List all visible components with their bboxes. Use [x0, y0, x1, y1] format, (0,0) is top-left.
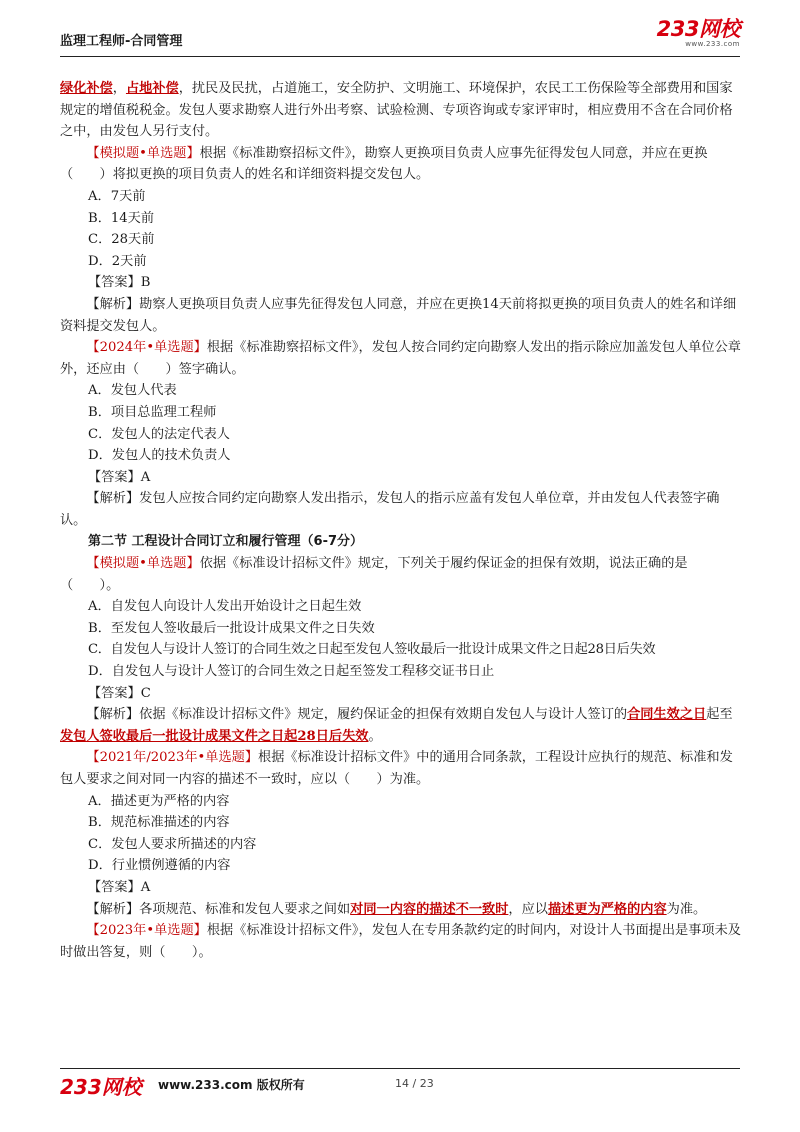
question-1: [60, 143, 742, 186]
q3-analysis: [60, 704, 742, 747]
question-3: [60, 553, 742, 596]
logo-subtext: www.233.com: [685, 40, 740, 48]
q4-option-a: A．描述更为严格的内容: [88, 793, 230, 809]
q1-answer: 【答案】B: [88, 275, 151, 291]
footer-site: www.233.com 版权所有: [158, 1078, 305, 1092]
q1-option-d: D．2天前: [88, 253, 147, 269]
question-text: 根据《标准勘察招标文件》，勘察人更换项目负责人应事先征得发包人同意，并应在更换（ ）将拟更换的项目负责人的姓名和详细资料提交发包人。: [60, 145, 708, 183]
page-footer: [60, 1068, 740, 1105]
analysis-highlight: 合同生效之日: [627, 707, 707, 723]
q4-answer: 【答案】A: [88, 879, 151, 895]
analysis-text: 【解析】依据《标准设计招标文件》规定，履约保证金的担保有效期自发包人与设计人签订的: [86, 707, 628, 723]
question-text: 根据《标准设计招标文件》，发包人在专用条款约定的时间内，对设计人书面提出是事项未及时做出答复，则（ ）。: [60, 923, 741, 960]
page-header: [60, 17, 740, 57]
q2-option-d: D．发包人的技术负责人: [88, 448, 231, 464]
analysis-text: 为准。: [666, 901, 707, 917]
q3-option-c: C．自发包人与设计人签订的合同生效之日起至发包人签收最后一批设计成果文件之日起28日后失效: [88, 642, 656, 658]
q2-answer: 【答案】A: [88, 469, 151, 485]
analysis-highlight: 描述更为严格的内容: [547, 901, 667, 917]
q1-option-a: A．7天前: [88, 188, 146, 204]
q4-analysis: [60, 899, 742, 921]
document-body: [60, 78, 742, 963]
q3-option-b: B．至发包人签收最后一批设计成果文件之日失效: [88, 620, 375, 636]
analysis-text: 【解析】各项规范、标准和发包人要求之间如: [86, 901, 351, 917]
q3-option-a: A．自发包人向设计人发出开始设计之日起生效: [88, 599, 362, 615]
question-text: 根据《标准勘察招标文件》，发包人按合同约定向勘察人发出的指示除应加盖发包人单位公章外，还应由（ ）签字确认。: [60, 340, 741, 377]
header-title: 监理工程师-合同管理: [60, 34, 183, 49]
analysis-text: 起至: [706, 707, 733, 723]
analysis-highlight: 对同一内容的描述不一致时: [350, 901, 509, 917]
question-4: [60, 747, 742, 790]
brand-logo: [657, 18, 740, 49]
q1-option-c: C．28天前: [88, 232, 155, 248]
highlight-land: 占地补偿: [125, 81, 179, 96]
q3-answer: 【答案】C: [88, 685, 151, 701]
question-tag: 【2021年/2023年•单选题】: [86, 750, 259, 766]
page-number: 14 / 23: [395, 1077, 434, 1090]
q3-option-d: D．自发包人与设计人签订的合同生效之日起至签发工程移交证书日止: [88, 664, 495, 680]
q2-analysis: 【解析】发包人应按合同约定向勘察人发出指示，发包人的指示应盖有发包人单位章，并由发包人代表签字确认。: [60, 491, 720, 528]
question-tag: 【2023年•单选题】: [86, 923, 207, 939]
analysis-text: ，应以: [508, 901, 548, 917]
paragraph-intro: [60, 78, 742, 143]
q2-option-a: A．发包人代表: [88, 383, 177, 399]
comma: ，: [112, 81, 126, 96]
analysis-highlight: 发包人签收最后一批设计成果文件之日起28日后失效: [60, 728, 369, 744]
question-2: [60, 337, 742, 380]
q2-option-c: C．发包人的法定代表人: [88, 426, 230, 442]
logo-text: 233网校: [656, 17, 740, 41]
q2-option-b: B．项目总监理工程师: [88, 404, 217, 420]
question-tag: 【模拟题•单选题】: [86, 556, 200, 572]
analysis-text: 。: [368, 728, 382, 744]
question-5: [60, 920, 742, 963]
highlight-greening: 绿化补偿: [60, 81, 113, 96]
footer-logo: 233网校: [60, 1075, 142, 1099]
question-tag: 【模拟题•单选题】: [86, 145, 200, 161]
q1-analysis: 【解析】勘察人更换项目负责人应事先征得发包人同意，并应在更换14天前将拟更换的项目负责人的姓名和详细资料提交发包人。: [60, 296, 737, 334]
question-text: 根据《标准设计招标文件》中的通用合同条款，工程设计应执行的规范、标准和发包人要求之间对同一内容的描述不一致时，应以（ ）为准。: [60, 750, 733, 787]
intro-text: ，扰民及民扰，占道施工，安全防护、文明施工、环境保护，农民工工伤保险等全部费用和国家规定的增值税税金。发包人要求勘察人进行外出考察、试验检测、专项咨询或专家评审时，相应费用不含在合同价格之中，由发包人另行支付。: [60, 81, 733, 140]
q4-option-b: B．规范标准描述的内容: [88, 815, 230, 831]
q1-option-b: B．14天前: [88, 210, 155, 226]
q4-option-d: D．行业惯例遵循的内容: [88, 858, 231, 874]
q4-option-c: C．发包人要求所描述的内容: [88, 836, 257, 852]
question-text: 依据《标准设计招标文件》规定，下列关于履约保证金的担保有效期，说法正确的是（ ）。: [60, 556, 688, 593]
section-heading: 第二节 工程设计合同订立和履行管理（6-7分）: [88, 534, 364, 550]
question-tag: 【2024年•单选题】: [86, 340, 207, 356]
